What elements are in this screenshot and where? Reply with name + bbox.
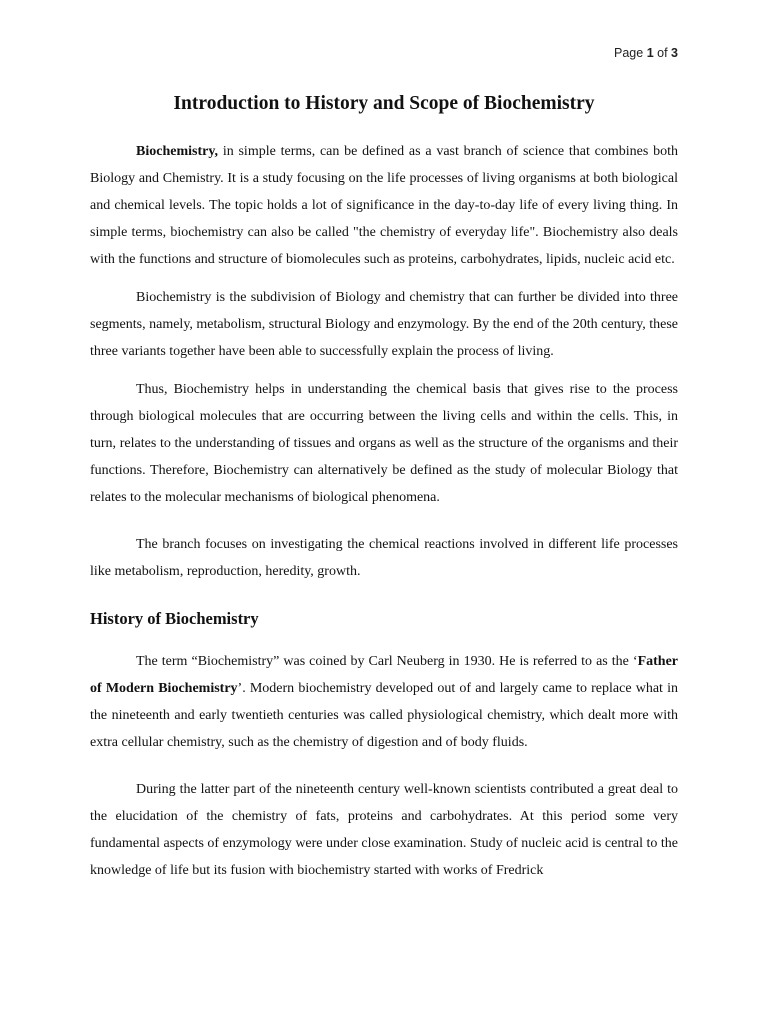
paragraph-subdivision: Biochemistry is the subdivision of Biology and chemistry that can further be divided into three segments, namely, metabolism, structural Biology and enzymology. By the end of the 20th century, these three variants together have been able to successfully explain the process of living. bbox=[90, 290, 678, 359]
paragraph-term-origin bbox=[90, 648, 678, 756]
document-title: Introduction to History and Scope of Biochemistry bbox=[173, 93, 595, 114]
page-word: Page bbox=[614, 46, 644, 60]
paragraph-definition-text: in simple terms, can be defined as a vast branch of science that combines both Biology and Chemistry. It is a study focusing on the life processes of living organisms at both biological and chemical levels. The topic holds a lot of significance in the day-to-day life of every living thing. In simple terms, biochemistry can also be called "the chemistry of everyday life". Biochemistry also deals with the functions and structure of biomolecules such as proteins, carbohydrates, lipids, nucleic acid etc. bbox=[90, 144, 678, 267]
document-body bbox=[90, 90, 678, 895]
paragraph-branch-focus: The branch focuses on investigating the chemical reactions involved in different life processes like metabolism, reproduction, heredity, growth. bbox=[90, 537, 678, 579]
paragraph-definition bbox=[90, 138, 678, 273]
paragraph-nineteenth-century: During the latter part of the nineteenth century well-known scientists contributed a great deal to the elucidation of the chemistry of fats, proteins and carbohydrates. At this period some very fundamental aspects of enzymology were under close examination. Study of nucleic acid is central to the knowledge of life but its fusion with biochemistry started with works of Fredrick bbox=[90, 782, 678, 878]
current-page: 1 bbox=[646, 46, 654, 60]
paragraph-term-origin-pre: The term “Biochemistry” was coined by Carl Neuberg in 1930. He is referred to as the ‘ bbox=[136, 654, 638, 669]
of-word: of bbox=[657, 46, 668, 60]
section-heading-history: History of Biochemistry bbox=[90, 609, 259, 628]
page-number bbox=[614, 46, 678, 60]
total-pages: 3 bbox=[671, 46, 678, 60]
paragraph-chemical-basis: Thus, Biochemistry helps in understanding the chemical basis that gives rise to the process through biological molecules that are occurring between the living cells and within the cells. This, in turn, relates to the understanding of tissues and organs as well as the structure of the organisms and their functions. Therefore, Biochemistry can alternatively be defined as the study of molecular Biology that relates to the molecular mechanisms of biological phenomena. bbox=[90, 382, 678, 505]
paragraph-term-origin-bold: Father of Modern Biochemistry bbox=[90, 654, 678, 696]
paragraph-term-origin-post: ’. Modern biochemistry developed out of and largely came to replace what in the nineteenth and early twentieth centuries was called physiological chemistry, which dealt more with extra cellular chemistry, such as the chemistry of digestion and of body fluids. bbox=[90, 681, 678, 750]
paragraph-lead-term: Biochemistry, bbox=[136, 144, 219, 159]
